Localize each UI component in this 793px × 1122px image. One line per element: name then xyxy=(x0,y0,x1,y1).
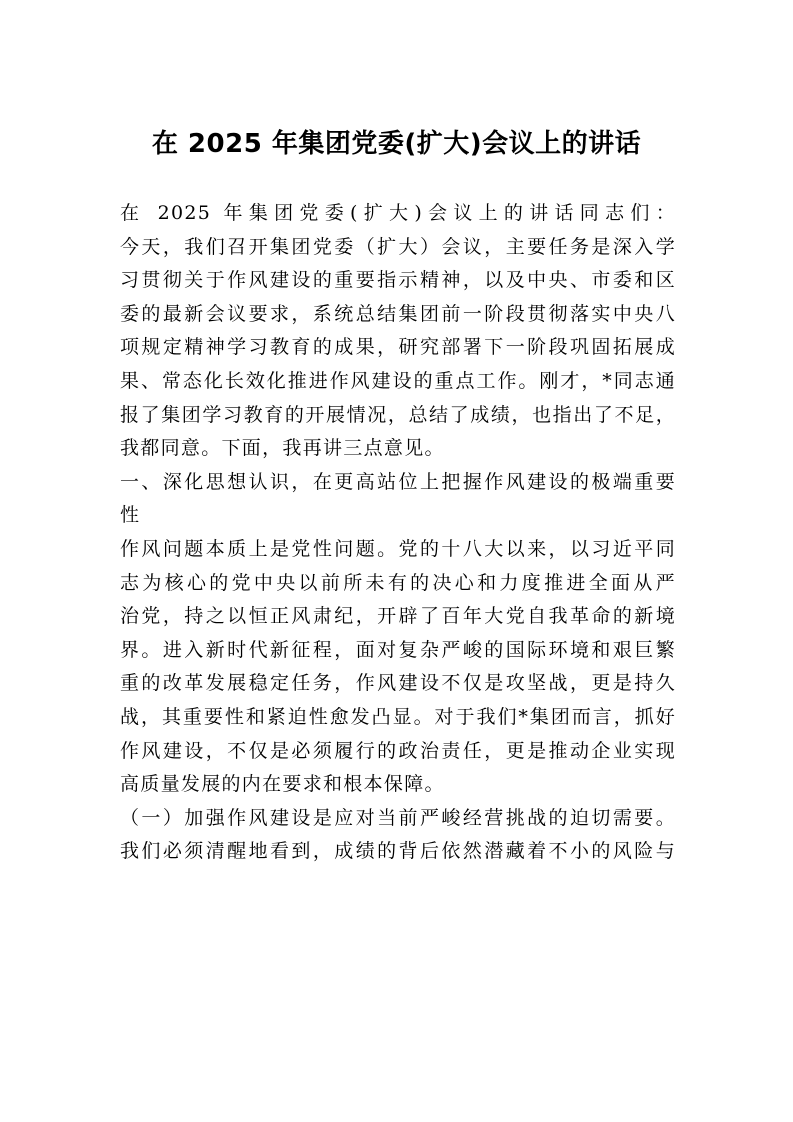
body-line: 我都同意。下面，我再讲三点意见。 xyxy=(120,437,445,460)
body-line: 习贯彻关于作风建设的重要指示精神，以及中央、市委和区 xyxy=(120,269,676,292)
section-heading-line: 性 xyxy=(120,504,141,527)
body-line: 治党，持之以恒正风肃纪，开辟了百年大党自我革命的新境 xyxy=(120,605,676,628)
document-title: 在 2025 年集团党委(扩大)会议上的讲话 xyxy=(151,129,642,159)
document-body xyxy=(120,197,676,869)
body-line: 高质量发展的内在要求和根本保障。 xyxy=(120,773,445,796)
body-line: 委的最新会议要求，系统总结集团前一阶段贯彻落实中央八 xyxy=(120,302,676,325)
section-heading-line: 一、深化思想认识，在更高站位上把握作风建设的极端重要 xyxy=(120,470,676,493)
body-line: 作风问题本质上是党性问题。党的十八大以来，以习近平同 xyxy=(120,537,676,560)
subsection-heading-line: （一）加强作风建设是应对当前严峻经营挑战的迫切需要。 xyxy=(120,806,676,829)
body-line: 今天，我们召开集团党委（扩大）会议，主要任务是深入学 xyxy=(120,235,676,258)
body-line: 志为核心的党中央以前所未有的决心和力度推进全面从严 xyxy=(120,571,676,594)
body-line: 我们必须清醒地看到，成绩的背后依然潜藏着不小的风险与 xyxy=(120,840,676,863)
body-line: 战，其重要性和紧迫性愈发凸显。对于我们*集团而言，抓好 xyxy=(120,705,676,728)
body-line: 重的改革发展稳定任务，作风建设不仅是攻坚战，更是持久 xyxy=(120,672,676,695)
body-line-salutation: 在 2025 年集团党委(扩大)会议上的讲话同志们： xyxy=(120,202,676,224)
body-line: 项规定精神学习教育的成果，研究部署下一阶段巩固拓展成 xyxy=(120,336,676,359)
body-line: 果、常态化长效化推进作风建设的重点工作。刚才，*同志通 xyxy=(120,369,676,392)
body-line: 作风建设，不仅是必须履行的政治责任，更是推动企业实现 xyxy=(120,739,676,762)
body-line: 报了集团学习教育的开展情况，总结了成绩，也指出了不足， xyxy=(120,403,676,426)
body-line: 界。进入新时代新征程，面对复杂严峻的国际环境和艰巨繁 xyxy=(120,638,676,661)
